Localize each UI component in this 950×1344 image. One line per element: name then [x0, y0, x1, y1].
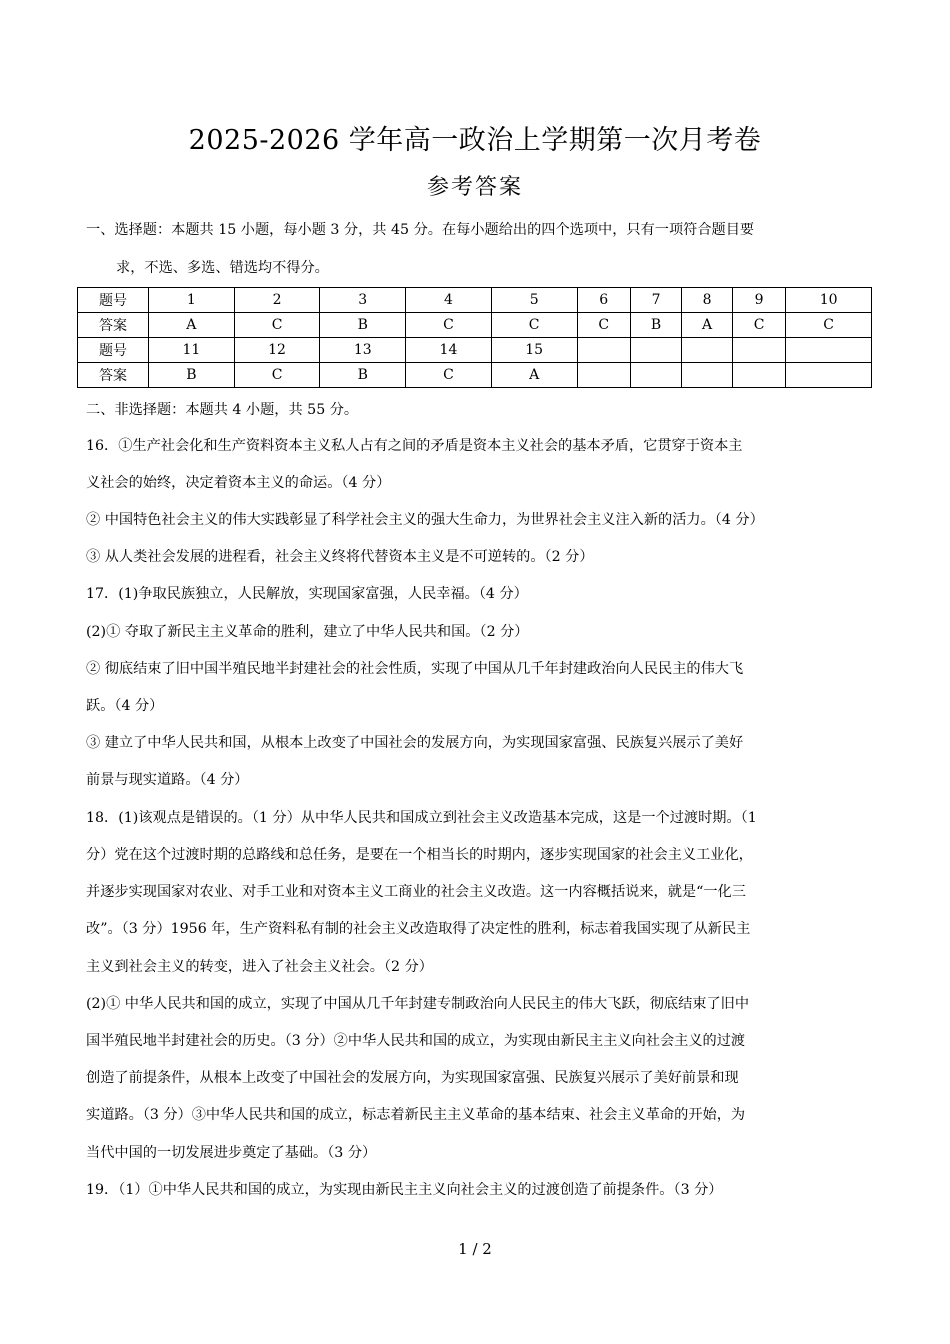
table-row — [78, 363, 872, 388]
table-cell: 题号 — [78, 338, 149, 363]
table-cell: C — [406, 313, 492, 338]
answer-line: 前景与现实道路。（4 分） — [86, 772, 249, 788]
section2-heading: 二、非选择题：本题共 4 小题，共 55 分。 — [86, 402, 359, 418]
answer-line: 并逐步实现国家对农业、对手工业和对资本主义工商业的社会主义改造。这一内容概括说来，就是“一化三 — [86, 884, 746, 900]
table-cell — [786, 363, 872, 388]
table-cell: 3 — [320, 288, 406, 313]
table-cell: 2 — [234, 288, 320, 313]
table-cell — [732, 338, 785, 363]
table-cell: B — [320, 313, 406, 338]
table-cell: C — [732, 313, 785, 338]
answer-line: 跃。（4 分） — [86, 698, 164, 714]
table-cell: C — [234, 313, 320, 338]
table-cell: 12 — [234, 338, 320, 363]
page-subtitle: 参考答案 — [426, 175, 523, 200]
table-cell: A — [149, 313, 235, 338]
table-cell: A — [682, 313, 733, 338]
table-cell: 1 — [149, 288, 235, 313]
answer-line: ③ 从人类社会发展的进程看，社会主义终将代替资本主义是不可逆转的。（2 分） — [86, 549, 594, 565]
answer-line: 实道路。（3 分）③中华人民共和国的成立，标志着新民主主义革命的基本结束、社会主义革命的开始，为 — [86, 1107, 746, 1123]
table-cell — [577, 363, 630, 388]
table-cell: 5 — [491, 288, 577, 313]
table-cell: C — [786, 313, 872, 338]
table-cell: B — [320, 363, 406, 388]
answer-line: 创造了前提条件，从根本上改变了中国社会的发展方向，为实现国家富强、民族复兴展示了美好前景和现 — [86, 1070, 739, 1086]
answer-line: 义社会的始终，决定着资本主义的命运。（4 分） — [86, 475, 391, 491]
page-number: 1 / 2 — [458, 1240, 492, 1258]
table-cell — [682, 338, 733, 363]
answer-line: ② 中国特色社会主义的伟大实践彰显了科学社会主义的强大生命力，为世界社会主义注入新的活力。（4 分） — [86, 512, 764, 528]
answer-line: 分）党在这个过渡时期的总路线和总任务，是要在一个相当长的时期内，逐步实现国家的社会主义工业化， — [86, 847, 753, 863]
table-cell: C — [577, 313, 630, 338]
answer-line: 17．(1)争取民族独立，人民解放，实现国家富强，人民幸福。（4 分） — [86, 586, 528, 602]
table-cell: C — [234, 363, 320, 388]
answer-table — [77, 287, 872, 388]
table-cell: 4 — [406, 288, 492, 313]
table-cell — [630, 338, 681, 363]
table-cell: A — [491, 363, 577, 388]
answer-line: (2)① 中华人民共和国的成立，实现了中国从几千年封建专制政治向人民民主的伟大飞跃，彻底结束了旧中 — [86, 996, 750, 1012]
table-row — [78, 338, 872, 363]
table-row — [78, 313, 872, 338]
table-cell — [682, 363, 733, 388]
table-cell: 10 — [786, 288, 872, 313]
answer-line: 国半殖民地半封建社会的历史。（3 分）②中华人民共和国的成立，为实现由新民主主义向社会主义的过渡 — [86, 1033, 746, 1049]
page-title: 2025-2026 学年高一政治上学期第一次月考卷 — [188, 125, 762, 156]
table-cell: B — [630, 313, 681, 338]
table-cell — [577, 338, 630, 363]
table-cell: 6 — [577, 288, 630, 313]
table-cell: 答案 — [78, 313, 149, 338]
table-cell: 7 — [630, 288, 681, 313]
table-row — [78, 288, 872, 313]
table-cell: 9 — [732, 288, 785, 313]
answer-line: ② 彻底结束了旧中国半殖民地半封建社会的社会性质，实现了中国从几千年封建政治向人民民主的伟大飞 — [86, 661, 744, 677]
answer-line: (2)① 夺取了新民主主义革命的胜利，建立了中华人民共和国。（2 分） — [86, 624, 529, 640]
table-cell — [630, 363, 681, 388]
table-cell: 8 — [682, 288, 733, 313]
section1-instruction-line1: 一、选择题：本题共 15 小题，每小题 3 分，共 45 分。在每小题给出的四个选项中，只有一项符合题目要 — [86, 222, 755, 238]
answer-line: 主义到社会主义的转变，进入了社会主义社会。（2 分） — [86, 959, 433, 975]
table-cell: 15 — [491, 338, 577, 363]
table-cell: C — [491, 313, 577, 338]
section1-instruction-line2: 求，不选、多选、错选均不得分。 — [116, 260, 329, 276]
table-cell — [732, 363, 785, 388]
answer-line: ③ 建立了中华人民共和国，从根本上改变了中国社会的发展方向，为实现国家富强、民族复兴展示了美好 — [86, 735, 744, 751]
table-cell: 13 — [320, 338, 406, 363]
table-cell: 14 — [406, 338, 492, 363]
table-cell — [786, 338, 872, 363]
answer-line: 改”。（3 分）1956 年，生产资料私有制的社会主义改造取得了决定性的胜利，标志着我国实现了从新民主 — [86, 921, 751, 937]
table-cell: B — [149, 363, 235, 388]
table-cell: 题号 — [78, 288, 149, 313]
table-cell: C — [406, 363, 492, 388]
answer-line: 19．（1）①中华人民共和国的成立，为实现由新民主主义向社会主义的过渡创造了前提条件。（3 分） — [86, 1182, 723, 1198]
answer-line: 16．①生产社会化和生产资料资本主义私人占有之间的矛盾是资本主义社会的基本矛盾，它贯穿于资本主 — [86, 438, 743, 454]
answer-line: 当代中国的一切发展进步奠定了基础。（3 分） — [86, 1145, 377, 1161]
table-cell: 11 — [149, 338, 235, 363]
table-cell: 答案 — [78, 363, 149, 388]
answer-line: 18．(1)该观点是错误的。（1 分）从中华人民共和国成立到社会主义改造基本完成，这是一个过渡时期。（1 — [86, 810, 757, 826]
